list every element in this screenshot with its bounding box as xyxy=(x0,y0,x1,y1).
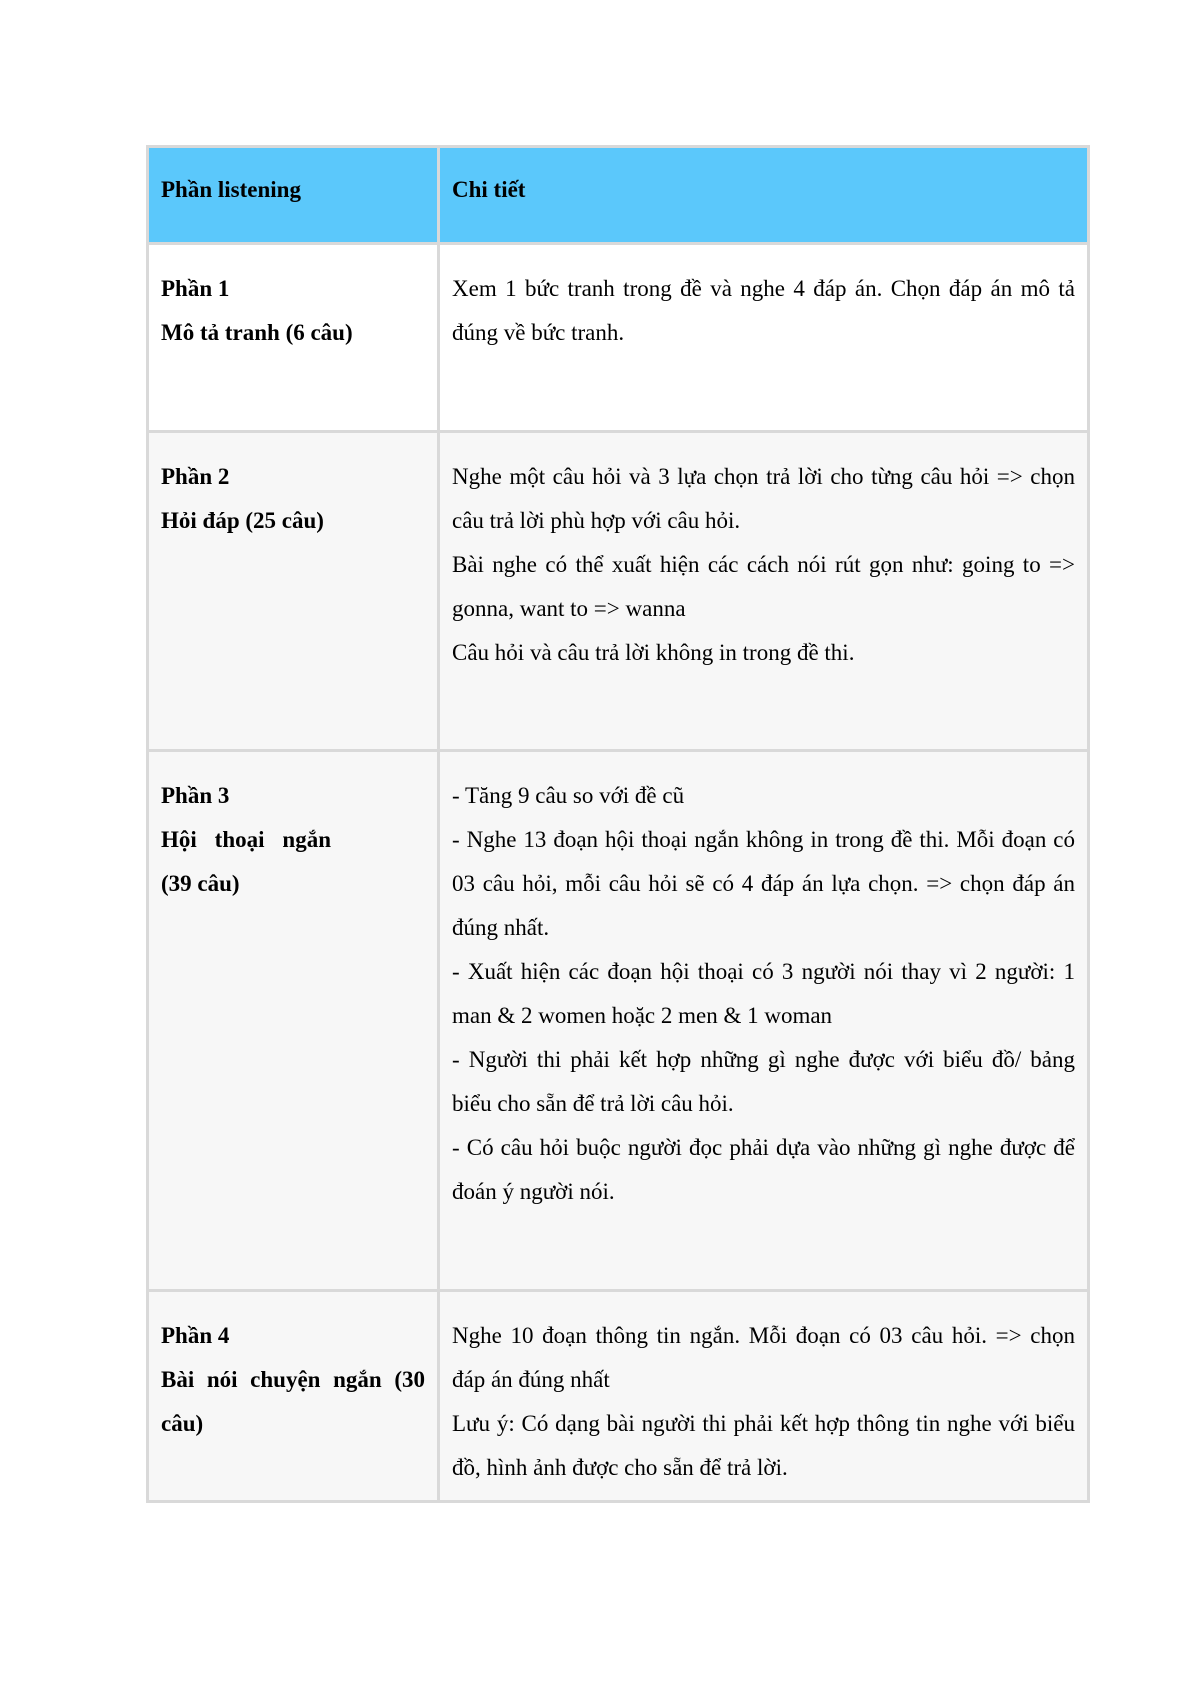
detail-line: - Có câu hỏi buộc người đọc phải dựa vào những gì nghe được để đoán ý người nói. xyxy=(452,1135,1075,1204)
detail-line: - Nghe 13 đoạn hội thoại ngắn không in trong đề thi. Mỗi đoạn có 03 câu hỏi, mỗi câu hỏi sẽ có 4 đáp án lựa chọn. => chọn đáp án đúng nhất. xyxy=(452,827,1075,940)
part-cell xyxy=(148,432,439,751)
table-row xyxy=(148,1291,1089,1502)
part-title: Phần 3 xyxy=(161,783,230,808)
part-name: Hỏi đáp (25 câu) xyxy=(161,508,324,533)
part-name: Hội thoại ngắn (39 câu) xyxy=(161,827,331,896)
detail-cell xyxy=(439,751,1089,1291)
detail-cell xyxy=(439,1291,1089,1502)
detail-line: - Tăng 9 câu so với đề cũ xyxy=(452,783,685,808)
table-row xyxy=(148,751,1089,1291)
detail-line: Nghe 10 đoạn thông tin ngắn. Mỗi đoạn có 03 câu hỏi. => chọn đáp án đúng nhất xyxy=(452,1323,1075,1392)
part-title: Phần 1 xyxy=(161,276,230,301)
header-part: Phần listening xyxy=(148,147,439,244)
detail-line: Xem 1 bức tranh trong đề và nghe 4 đáp án. Chọn đáp án mô tả đúng về bức tranh. xyxy=(452,276,1075,345)
detail-cell xyxy=(439,244,1089,432)
part-name: Mô tả tranh (6 câu) xyxy=(161,320,353,345)
table-row xyxy=(148,432,1089,751)
detail-line: - Người thi phải kết hợp những gì nghe được với biểu đồ/ bảng biểu cho sẵn để trả lời câu hỏi. xyxy=(452,1047,1075,1116)
part-title: Phần 4 xyxy=(161,1323,230,1348)
detail-line: Câu hỏi và câu trả lời không in trong đề thi. xyxy=(452,640,855,665)
detail-line: - Xuất hiện các đoạn hội thoại có 3 người nói thay vì 2 người: 1 man & 2 women hoặc 2 men & 1 woman xyxy=(452,959,1075,1028)
part-title: Phần 2 xyxy=(161,464,230,489)
detail-cell xyxy=(439,432,1089,751)
detail-line: Bài nghe có thể xuất hiện các cách nói rút gọn như: going to => gonna, want to => wanna xyxy=(452,552,1075,621)
part-cell xyxy=(148,751,439,1291)
part-cell xyxy=(148,244,439,432)
part-cell xyxy=(148,1291,439,1502)
detail-line: Lưu ý: Có dạng bài người thi phải kết hợp thông tin nghe với biểu đồ, hình ảnh được cho sẵn để trả lời. xyxy=(452,1411,1075,1480)
listening-table xyxy=(146,145,1090,1503)
table-row xyxy=(148,244,1089,432)
table-header-row xyxy=(148,147,1089,244)
detail-line: Nghe một câu hỏi và 3 lựa chọn trả lời cho từng câu hỏi => chọn câu trả lời phù hợp với câu hỏi. xyxy=(452,464,1075,533)
header-detail: Chi tiết xyxy=(439,147,1089,244)
part-name: Bài nói chuyện ngắn (30 câu) xyxy=(161,1367,425,1436)
